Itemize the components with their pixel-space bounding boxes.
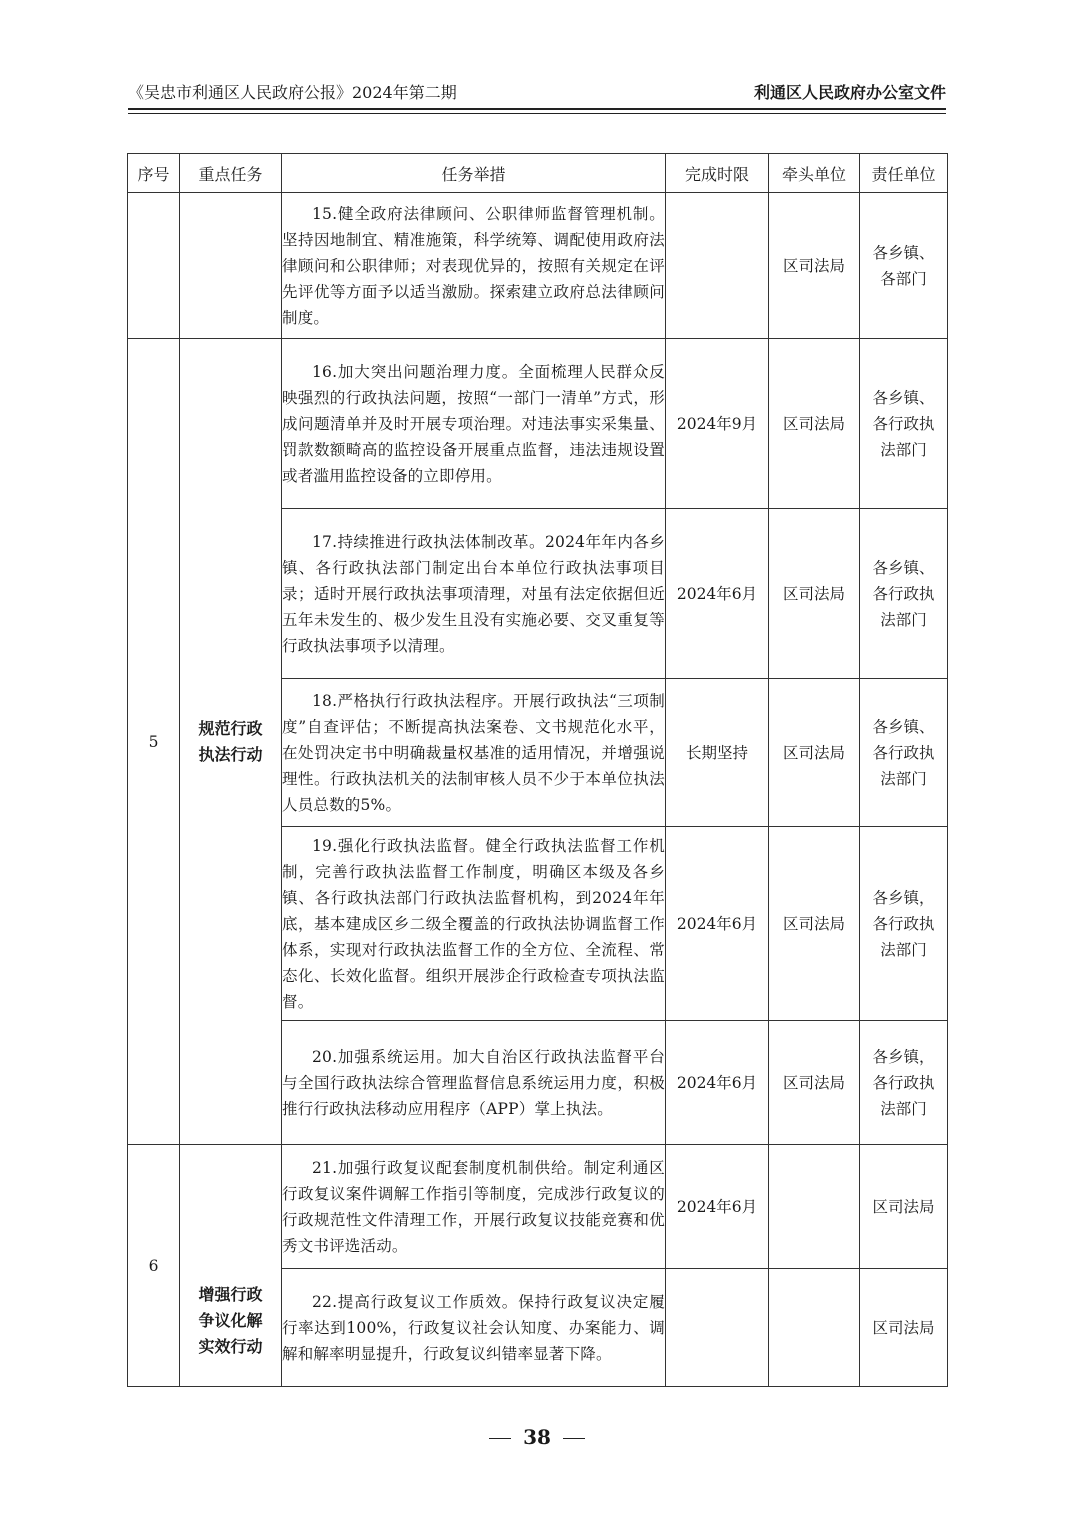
seq-cell [128, 193, 180, 339]
table-header-row [128, 154, 948, 193]
bulletin-title: 《吴忠市利通区人民政府公报》2024年第二期 [128, 83, 457, 102]
lead-unit-cell: 区司法局 [769, 339, 860, 509]
measure-text: 21.加强行政复议配套制度机制供给。制定利通区行政复议案件调解工作指引等制度，完成涉行政复议的行政规范性文件清理工作，开展行政复议技能竞赛和优秀文书评选活动。 [282, 1158, 665, 1255]
deadline-cell: 2024年6月 [666, 509, 769, 679]
lead-unit-cell: 区司法局 [769, 679, 860, 827]
task-cell: 规范行政 执法行动 [180, 339, 282, 1145]
office-document-label: 利通区人民政府办公室文件 [753, 83, 946, 102]
page-number [0, 1425, 1074, 1449]
deadline-cell: 2024年9月 [666, 339, 769, 509]
header-rule-thin [128, 113, 946, 114]
measure-text: 19.强化行政执法监督。健全行政执法监督工作机制，完善行政执法监督工作制度，明确区本级及各乡镇、各行政执法部门行政执法监督机构，到2024年年底，基本建成区乡二级全覆盖的行政执法协调监督工作体系，实现对行政执法监督工作的全方位、全流程、常态化、长效化监督。组织开展涉企行政检查专项执法监督。 [282, 836, 665, 1011]
resp-unit-cell: 各乡镇、 各行政执 法部门 [860, 509, 948, 679]
deadline-cell [666, 1269, 769, 1387]
seq-cell: 5 [128, 339, 180, 1145]
resp-unit-cell: 区司法局 [860, 1145, 948, 1269]
page-number-value: 38 [523, 1425, 551, 1449]
measure-text: 15.健全政府法律顾问、公职律师监督管理机制。坚持因地制宜、精准施策，科学统筹、调配使用政府法律顾问和公职律师；对表现优异的，按照有关规定在评先评优等方面予以适当激励。探索建立政府总法律顾问制度。 [282, 204, 665, 327]
deadline-cell: 2024年6月 [666, 1145, 769, 1269]
measure-cell [282, 679, 666, 827]
seq-cell: 6 [128, 1145, 180, 1387]
col-header-resp: 责任单位 [860, 154, 948, 193]
resp-unit-cell: 各乡镇、 各行政执 法部门 [860, 339, 948, 509]
lead-unit-cell [769, 1145, 860, 1269]
col-header-deadline: 完成时限 [666, 154, 769, 193]
lead-unit-cell [769, 1269, 860, 1387]
measure-cell [282, 509, 666, 679]
task-table [127, 153, 948, 1387]
page-number-dash-left [489, 1438, 511, 1439]
measure-text: 22.提高行政复议工作质效。保持行政复议决定履行率达到100%，行政复议社会认知度、办案能力、调解和解率明显提升，行政复议纠错率显著下降。 [282, 1292, 665, 1363]
deadline-cell: 2024年6月 [666, 827, 769, 1021]
lead-unit-cell: 区司法局 [769, 827, 860, 1021]
header-rule-thick [128, 108, 946, 110]
measure-cell [282, 1145, 666, 1269]
measure-text: 18.严格执行行政执法程序。开展行政执法“三项制度”自查评估；不断提高执法案卷、文书规范化水平，在处罚决定书中明确裁量权基准的适用情况，并增强说理性。行政执法机关的法制审核人员不少于本单位执法人员总数的5%。 [282, 691, 665, 814]
deadline-cell: 长期坚持 [666, 679, 769, 827]
table-row [128, 339, 948, 509]
task-cell [180, 193, 282, 339]
page-header [128, 80, 946, 104]
col-header-seq: 序号 [128, 154, 180, 193]
resp-unit-cell: 各乡镇， 各行政执 法部门 [860, 827, 948, 1021]
lead-unit-cell: 区司法局 [769, 193, 860, 339]
col-header-measure: 任务举措 [282, 154, 666, 193]
col-header-task: 重点任务 [180, 154, 282, 193]
page-number-dash-right [563, 1438, 585, 1439]
resp-unit-cell: 各乡镇、 各行政执 法部门 [860, 679, 948, 827]
measure-text: 20.加强系统运用。加大自治区行政执法监督平台与全国行政执法综合管理监督信息系统运用力度，积极推行行政执法移动应用程序（APP）掌上执法。 [282, 1047, 665, 1118]
task-cell: 增强行政 争议化解 实效行动 [180, 1145, 282, 1387]
measure-cell [282, 339, 666, 509]
lead-unit-cell: 区司法局 [769, 1021, 860, 1145]
measure-cell [282, 193, 666, 339]
table-row [128, 1145, 948, 1269]
table-row [128, 193, 948, 339]
deadline-cell [666, 193, 769, 339]
measure-cell [282, 1021, 666, 1145]
col-header-lead: 牵头单位 [769, 154, 860, 193]
measure-text: 16.加大突出问题治理力度。全面梳理人民群众反映强烈的行政执法问题，按照“一部门一清单”方式，形成问题清单并及时开展专项治理。对违法事实采集量、罚款数额畸高的监控设备开展重点监督，违法违规设置或者滥用监控设备的立即停用。 [282, 362, 665, 485]
resp-unit-cell: 区司法局 [860, 1269, 948, 1387]
resp-unit-cell: 各乡镇， 各行政执 法部门 [860, 1021, 948, 1145]
measure-cell [282, 827, 666, 1021]
measure-text: 17.持续推进行政执法体制改革。2024年年内各乡镇、各行政执法部门制定出台本单位行政执法事项目录；适时开展行政执法事项清理，对虽有法定依据但近五年未发生的、极少发生且没有实施必要、交叉重复等行政执法事项予以清理。 [282, 532, 665, 655]
deadline-cell: 2024年6月 [666, 1021, 769, 1145]
resp-unit-cell: 各乡镇、 各部门 [860, 193, 948, 339]
measure-cell [282, 1269, 666, 1387]
lead-unit-cell: 区司法局 [769, 509, 860, 679]
